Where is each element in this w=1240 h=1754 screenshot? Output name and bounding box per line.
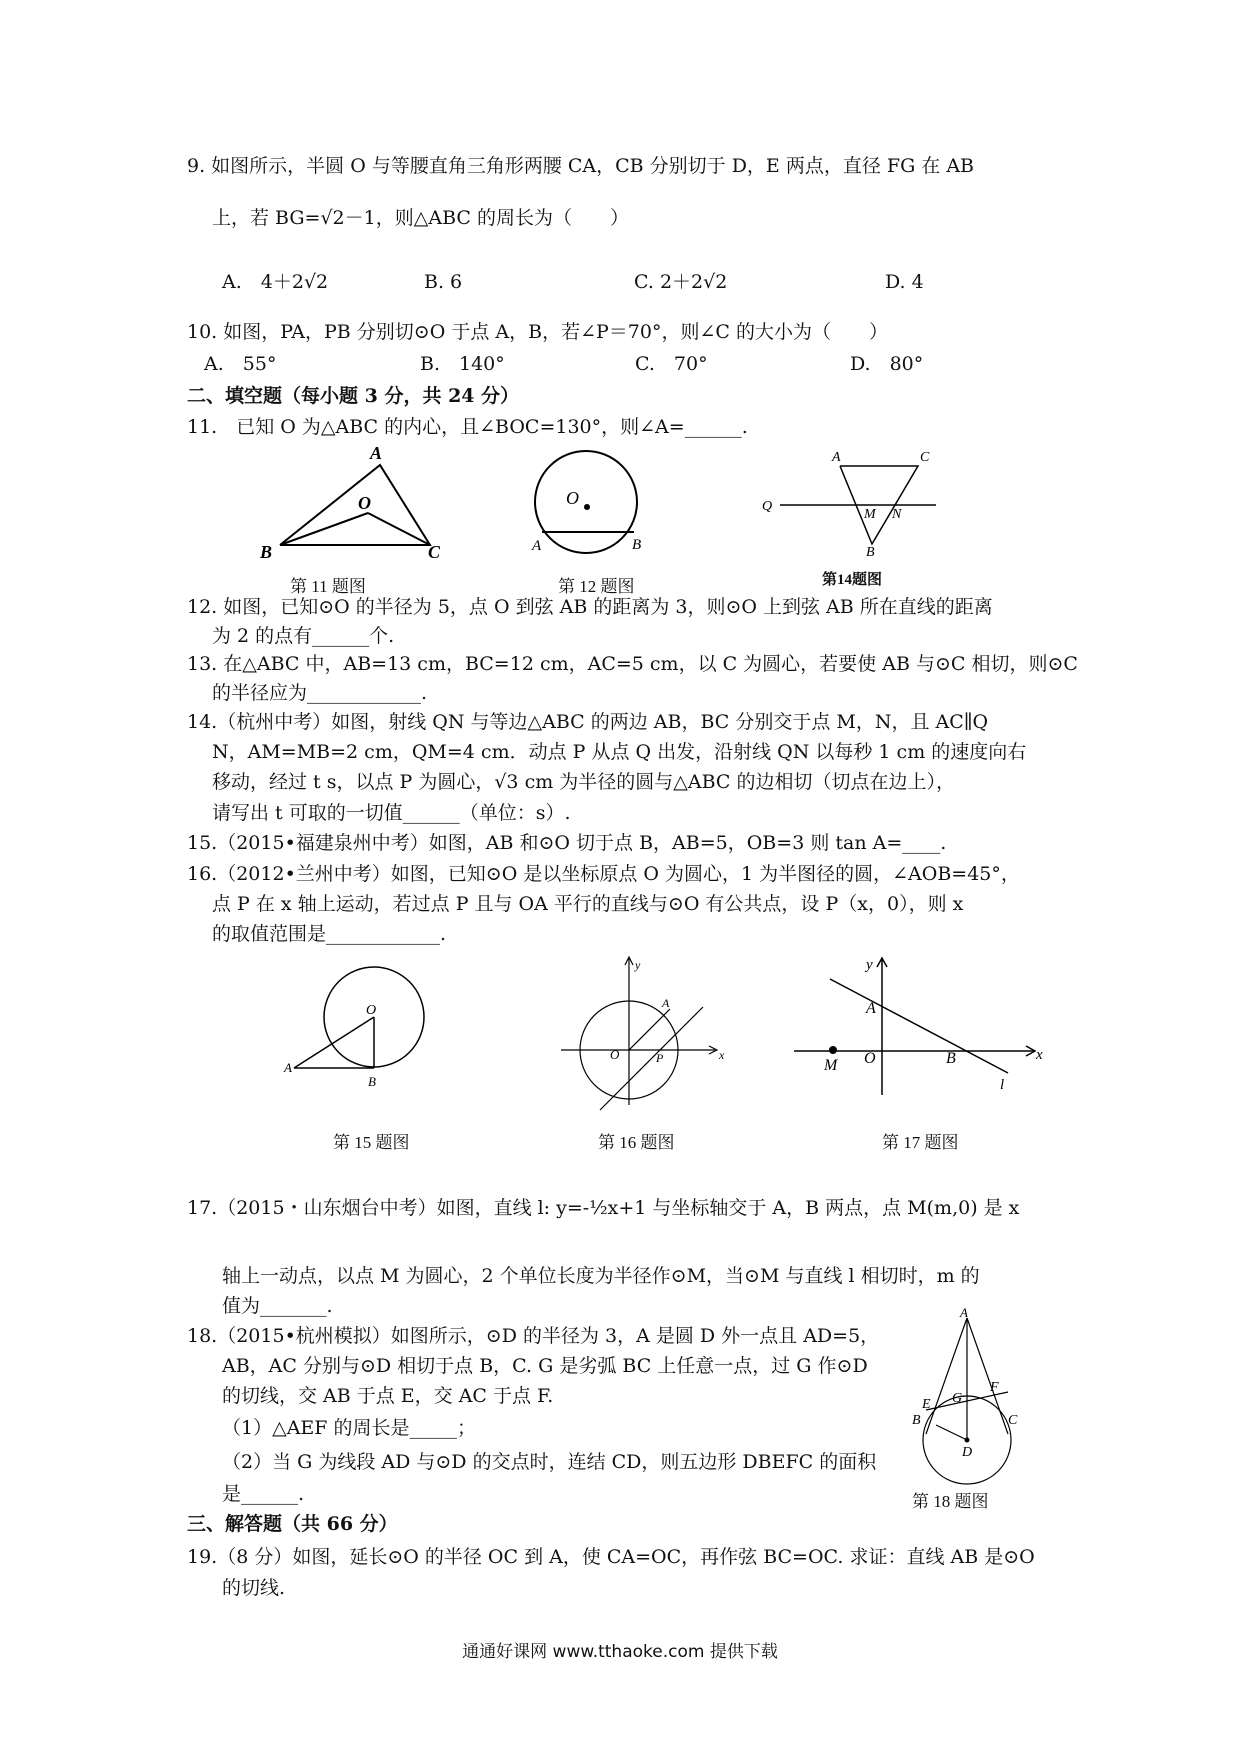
- q17-line2: 轴上一动点，以点 M 为圆心，2 个单位长度为半径作⊙M，当⊙M 与直线 l 相切时，m 的: [222, 1265, 980, 1287]
- f14-label-b: B: [866, 545, 875, 560]
- figure-17: [790, 955, 1050, 1109]
- q18-line2: AB，AC 分别与⊙D 相切于点 B，C. G 是劣弧 BC 上任意一点，过 G 作⊙D: [222, 1355, 868, 1377]
- f18-label-c: C: [1008, 1413, 1018, 1428]
- f15-label-a: A: [284, 1060, 292, 1075]
- q12-line2: 为 2 的点有______个.: [212, 625, 395, 647]
- caption-fig-15: 第 15 题图: [333, 1133, 410, 1152]
- q18-line5: （2）当 G 为线段 AD 与⊙D 的交点时，连结 CD，则五边形 DBEFC 的面积: [222, 1451, 877, 1473]
- q9-option-b: B. 6: [424, 271, 463, 293]
- f12-label-a: A: [532, 538, 542, 554]
- section-fill-blank-title: 二、填空题（每小题 3 分，共 24 分）: [187, 385, 520, 407]
- q10-option-c: C. 70°: [635, 353, 708, 375]
- q18-line3: 的切线，交 AB 于点 E，交 AC 于点 F.: [222, 1385, 554, 1407]
- f15-label-o: O: [366, 1003, 377, 1018]
- caption-fig-16: 第 16 题图: [598, 1133, 675, 1152]
- f11-label-o: O: [358, 493, 371, 513]
- q13-line1: 13. 在△ABC 中，AB=13 cm，BC=12 cm，AC=5 cm，以 C 为圆心，若要使 AB 与⊙C 相切，则⊙C: [187, 653, 1078, 675]
- f18-label-g: G: [952, 1391, 963, 1406]
- figure-14: [760, 448, 950, 562]
- q17-line3: 值为_______.: [222, 1295, 333, 1317]
- f14-label-q: Q: [762, 499, 773, 514]
- q10-option-a: A. 55°: [204, 353, 277, 375]
- f14-label-n: N: [892, 507, 902, 522]
- q19-line2: 的切线.: [222, 1577, 286, 1599]
- f16-label-p: P: [656, 1051, 664, 1065]
- f14-label-c: C: [920, 450, 930, 465]
- caption-fig-18: 第 18 题图: [912, 1492, 989, 1511]
- figure-18: [912, 1305, 1032, 1504]
- q14-line2: N，AM=MB=2 cm，QM=4 cm．动点 P 从点 Q 出发，沿射线 QN 以每秒 1 cm 的速度向右: [212, 741, 1027, 763]
- figure-16: [555, 955, 735, 1109]
- figure-15: [280, 960, 440, 1099]
- q10-option-d: D. 80°: [850, 353, 924, 375]
- f16-label-a: A: [662, 996, 670, 1010]
- f12-label-o: O: [566, 488, 579, 508]
- f18-label-d: D: [962, 1445, 973, 1460]
- f17-label-b: B: [946, 1050, 956, 1067]
- q9-option-a: A. 4＋2√2: [222, 271, 329, 293]
- q14-line4: 请写出 t 可取的一切值______（单位：s）.: [212, 802, 571, 824]
- figure-11: [258, 445, 448, 569]
- q16-line2: 点 P 在 x 轴上运动，若过点 P 且与 OA 平行的直线与⊙O 有公共点，设 P（x，0），则 x: [212, 893, 964, 915]
- q13-line2: 的半径应为____________.: [212, 682, 428, 704]
- q16-line1: 16.（2012•兰州中考）如图，已知⊙O 是以坐标原点 O 为圆心，1 为半图径的圆，∠AOB=45°，: [187, 863, 1020, 885]
- q18-line6: 是______.: [222, 1483, 305, 1505]
- f16-label-o: O: [610, 1047, 620, 1062]
- f11-label-b: B: [260, 542, 273, 562]
- caption-fig-12: 第 12 题图: [558, 577, 635, 596]
- f14-label-a: A: [832, 450, 841, 465]
- page-footer: 通通好课网 www.tthaoke.com 提供下载: [462, 1642, 778, 1662]
- q11-stem: 11. 已知 O 为△ABC 的内心，且∠BOC=130°，则∠A=______.: [187, 416, 748, 438]
- caption-fig-14: 第14题图: [822, 572, 883, 588]
- q14-line3: 移动，经过 t s，以点 P 为圆心，√3 cm 为半径的圆与△ABC 的边相切（切点在边上），: [212, 771, 955, 793]
- q15-stem: 15.（2015•福建泉州中考）如图，AB 和⊙O 切于点 B，AB=5，OB=3 则 tan A=____.: [187, 832, 947, 854]
- f11-label-a: A: [370, 443, 383, 463]
- caption-fig-17: 第 17 题图: [882, 1133, 959, 1152]
- f15-label-b: B: [368, 1074, 376, 1089]
- f18-label-a: A: [960, 1305, 968, 1320]
- f18-label-e: E: [922, 1397, 931, 1412]
- q18-line4: （1）△AEF 的周长是_____；: [222, 1417, 477, 1439]
- f18-label-f: F: [990, 1380, 999, 1395]
- f11-label-c: C: [428, 542, 441, 562]
- f17-label-x: x: [1036, 1047, 1043, 1063]
- q9-option-c: C. 2＋2√2: [634, 271, 728, 293]
- f18-label-b: B: [912, 1413, 921, 1428]
- f17-label-m: M: [824, 1057, 838, 1074]
- f17-label-y: y: [866, 957, 873, 973]
- q9-option-d: D. 4: [885, 271, 924, 293]
- q17-line1: 17.（2015・山东烟台中考）如图，直线 l: y=-½x+1 与坐标轴交于 A，B 两点，点 M(m,0) 是 x: [187, 1197, 1020, 1219]
- section-answer-title: 三、解答题（共 66 分）: [187, 1513, 398, 1535]
- q12-line1: 12. 如图，已知⊙O 的半径为 5，点 O 到弦 AB 的距离为 3，则⊙O 上到弦 AB 所在直线的距离: [187, 596, 993, 618]
- caption-fig-11: 第 11 题图: [290, 577, 366, 596]
- f16-label-x: x: [719, 1048, 725, 1062]
- q19-line1: 19.（8 分）如图，延长⊙O 的半径 OC 到 A，使 CA=OC，再作弦 BC=OC. 求证：直线 AB 是⊙O: [187, 1546, 1035, 1568]
- q16-line3: 的取值范围是____________.: [212, 923, 447, 945]
- f17-label-o: O: [864, 1050, 876, 1067]
- f14-label-m: M: [864, 507, 876, 522]
- q9-line1: 9. 如图所示，半圆 O 与等腰直角三角形两腰 CA，CB 分别切于 D，E 两点，直径 FG 在 AB: [187, 155, 975, 177]
- q10-option-b: B. 140°: [420, 353, 505, 375]
- q10-stem: 10. 如图，PA，PB 分别切⊙O 于点 A，B，若∠P＝70°，则∠C 的大小为（ ）: [187, 321, 888, 343]
- figure-12: [528, 444, 648, 568]
- q14-line1: 14.（杭州中考）如图，射线 QN 与等边△ABC 的两边 AB，BC 分别交于点 M，N，且 AC∥Q: [187, 711, 989, 733]
- f17-label-l: l: [1000, 1077, 1005, 1093]
- q18-line1: 18.（2015•杭州模拟）如图所示，⊙D 的半径为 3，A 是圆 D 外一点且 AD=5，: [187, 1325, 880, 1347]
- f17-label-a: A: [866, 1000, 876, 1017]
- f12-label-b: B: [632, 537, 642, 553]
- f16-label-y: y: [635, 958, 641, 972]
- q9-line2: 上，若 BG=√2－1，则△ABC 的周长为（ ）: [212, 207, 629, 229]
